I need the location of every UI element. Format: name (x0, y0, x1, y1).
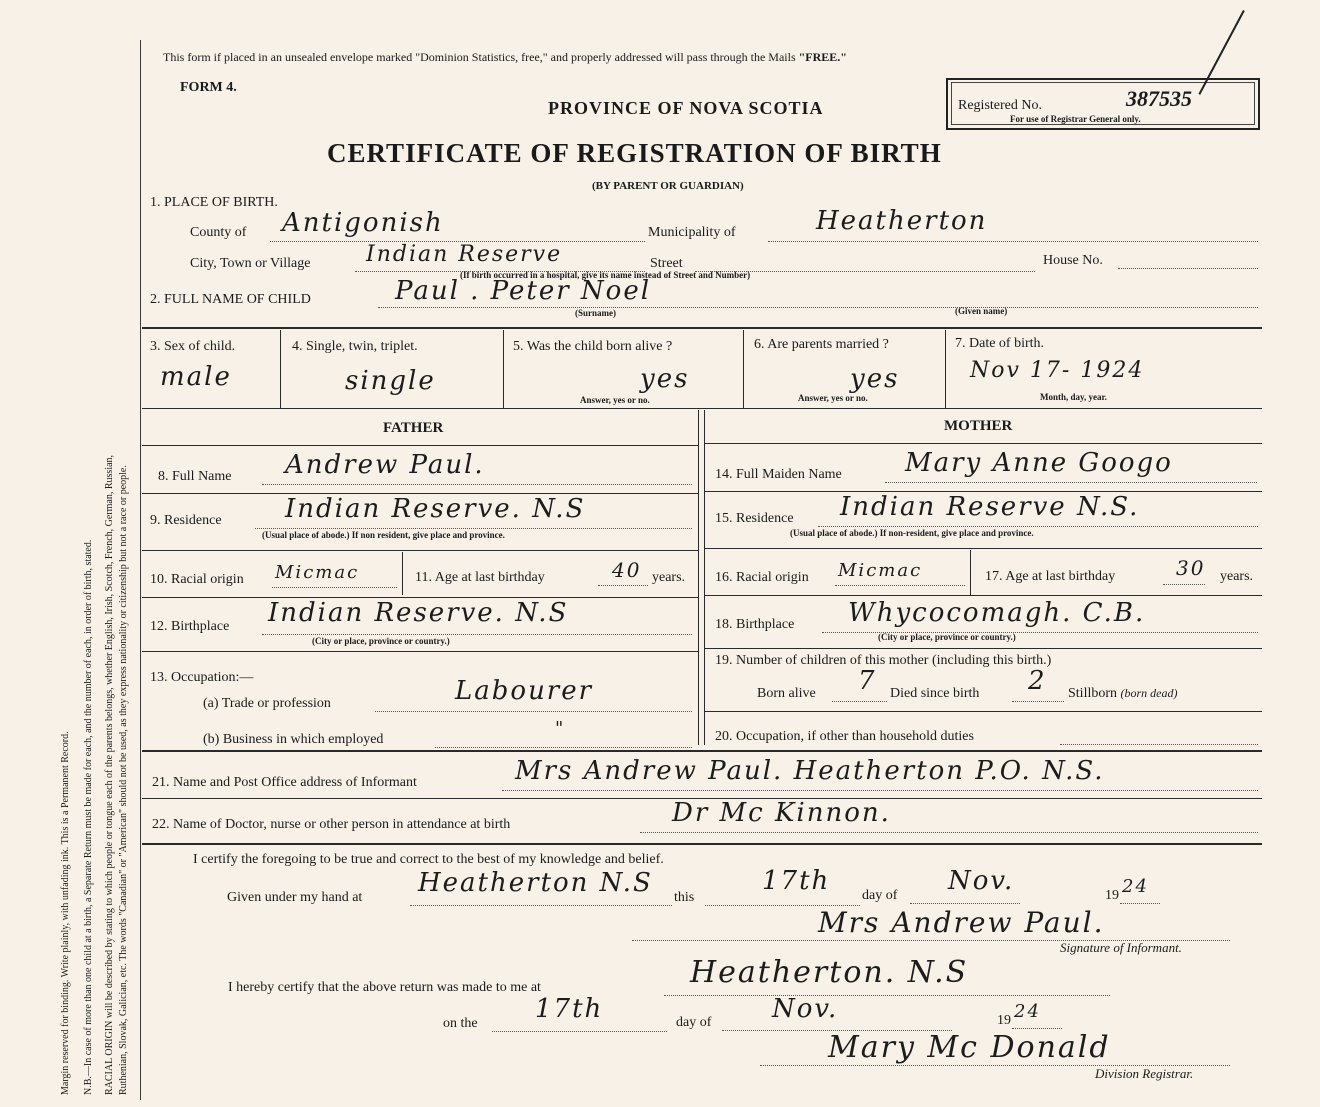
rule (704, 648, 1262, 649)
given-month-value: Nov. (948, 866, 1015, 896)
rule-bottom-row3 (142, 408, 1262, 409)
doctor-line (640, 832, 1258, 833)
divider (402, 552, 403, 595)
born-alive-line (832, 701, 887, 702)
rule (704, 443, 1262, 444)
signature-informant-label: Signature of Informant. (1060, 940, 1182, 955)
house-line (1118, 268, 1258, 269)
informant-label: 21. Name and Post Office address of Informant (152, 775, 417, 790)
mother-birthplace-label: 18. Birthplace (715, 617, 795, 632)
mother-name-value: Mary Anne Googo (905, 448, 1173, 478)
mother-name-label: 14. Full Maiden Name (715, 467, 842, 482)
province-title: PROVINCE OF NOVA SCOTIA (548, 98, 824, 118)
mother-heading: MOTHER (944, 418, 1013, 434)
sex-value: male (160, 362, 232, 392)
divider (503, 330, 504, 408)
given-name-note: (Given name) (955, 306, 1008, 316)
informant-signature: Mrs Andrew Paul. (818, 906, 1105, 939)
father-name-value: Andrew Paul. (285, 450, 485, 480)
given-year-suffix: 24 (1122, 876, 1149, 897)
house-label: House No. (1043, 253, 1103, 268)
trade-line (375, 711, 692, 712)
dob-value: Nov 17- 1924 (970, 358, 1145, 383)
mother-racial-label: 16. Racial origin (715, 570, 809, 585)
municipality-line (768, 241, 1258, 242)
mother-occupation-label: 20. Occupation, if other than household duties (715, 729, 974, 744)
given-month-line (910, 903, 1020, 904)
child-name-value: Paul . Peter Noel (395, 276, 652, 306)
mother-name-line (885, 482, 1257, 483)
margin-note-2: N.B.—In case of more than one child at a birth, a Separate Return must be made for each, and the number of each, in order of birth, stated. (83, 539, 94, 1095)
mother-birthplace-note: (City or place, province or country.) (878, 632, 1016, 642)
registrar-place-value: Heatherton. N.S (690, 955, 969, 990)
registrar-statement: I hereby certify that the above return was made to me at (228, 980, 541, 995)
divider (280, 330, 281, 408)
city-value: Indian Reserve (366, 242, 563, 267)
mother-residence-value: Indian Reserve N.S. (840, 492, 1140, 522)
reg-day-value: 17th (535, 994, 604, 1024)
rule (142, 750, 1262, 752)
father-residence-value: Indian Reserve. N.S (285, 494, 586, 524)
municipality-value: Heatherton (816, 206, 988, 236)
page-title: CERTIFICATE OF REGISTRATION OF BIRTH (327, 138, 942, 168)
business-line (435, 747, 692, 748)
rule (704, 711, 1262, 712)
division-registrar-label: Division Registrar. (1095, 1066, 1194, 1081)
this-label: this (674, 890, 695, 905)
father-racial-value: Micmac (275, 562, 360, 583)
business-value: " (555, 718, 566, 739)
day-of-label: day of (862, 888, 898, 903)
column-divider (704, 410, 705, 745)
divider (743, 330, 744, 408)
mother-age-line (1163, 584, 1205, 585)
dob-label: 7. Date of birth. (955, 336, 1045, 351)
father-birthplace-note: (City or place, province or country.) (312, 636, 450, 646)
surname-note: (Surname) (575, 308, 616, 318)
rule-top-row3 (142, 327, 1262, 329)
alive-value: yes (640, 364, 690, 394)
father-residence-line (255, 528, 692, 529)
child-name-label: 2. FULL NAME OF CHILD (150, 292, 311, 307)
business-label: (b) Business in which employed (203, 732, 384, 747)
street-label: Street (650, 256, 683, 271)
father-heading: FATHER (383, 420, 444, 436)
reg-year-suffix: 24 (1014, 1001, 1041, 1022)
mother-residence-note: (Usual place of abode.) If non-resident, give place and province. (790, 528, 1034, 538)
margin-note-4: Ruthenian, Slovak, Galician, etc. The words "Canadian" or "American" should not be used, as they express nationality or citizenship but not a race or people. (118, 465, 129, 1095)
reg-year-line (1012, 1028, 1062, 1029)
died-label: Died since birth (890, 686, 980, 701)
father-age-unit: years. (652, 570, 686, 585)
registered-label: Registered No. (958, 98, 1042, 113)
father-occupation-label: 13. Occupation:— (150, 670, 254, 685)
rule (142, 843, 1262, 845)
registered-number: 387535 (1126, 86, 1192, 111)
registrar-place-line (664, 995, 1110, 996)
died-line (1012, 701, 1064, 702)
informant-line (502, 790, 1258, 791)
hospital-note: (If birth occurred in a hospital, give its name instead of Street and Number) (460, 270, 751, 280)
county-value: Antigonish (282, 208, 444, 238)
rule (142, 445, 698, 446)
rule (142, 550, 698, 551)
reg-month-value: Nov. (772, 994, 839, 1024)
father-birthplace-label: 12. Birthplace (150, 619, 230, 634)
dob-note: Month, day, year. (1040, 392, 1107, 402)
trade-value: Labourer (455, 676, 594, 706)
plurality-label: 4. Single, twin, triplet. (292, 339, 418, 354)
alive-note: Answer, yes or no. (580, 395, 650, 405)
rule (704, 548, 1262, 549)
given-place-line (410, 905, 672, 906)
divider (970, 550, 971, 595)
stillborn-label: Stillborn (born dead) (1068, 686, 1178, 701)
child-name-line (378, 307, 1258, 308)
father-racial-line (272, 587, 397, 588)
margin-note-3: RACIAL ORIGIN will be described by stating to which people or tongue each of the parents belongs, whether English, Irish, Scotch, French, German, Russian, (104, 454, 115, 1095)
margin-note-1: Margin reserved for binding. Write plainly, with unfading ink. This is a Permanent Record. (60, 731, 71, 1095)
postal-note: This form if placed in an unsealed envelope marked "Dominion Statistics, free," and properly addressed will pass through the Mails "FREE." (163, 50, 847, 64)
born-alive-value: 7 (858, 666, 877, 696)
father-name-label: 8. Full Name (158, 469, 232, 484)
on-the-label: on the (443, 1016, 478, 1031)
page-subtitle: (BY PARENT OR GUARDIAN) (592, 180, 744, 192)
municipality-label: Municipality of (648, 225, 736, 240)
doctor-label: 22. Name of Doctor, nurse or other person in attendance at birth (152, 817, 511, 832)
mother-racial-line (835, 585, 965, 586)
mother-occupation-line (1060, 744, 1258, 745)
given-year-prefix: 19 (1105, 888, 1119, 903)
column-divider (698, 410, 699, 745)
given-day-value: 17th (762, 866, 831, 896)
registered-box (946, 78, 1260, 130)
mother-residence-label: 15. Residence (715, 511, 794, 526)
doctor-value: Dr Mc Kinnon. (672, 798, 891, 828)
plurality-value: single (345, 366, 436, 396)
alive-label: 5. Was the child born alive ? (513, 339, 673, 354)
sex-label: 3. Sex of child. (150, 339, 236, 354)
born-alive-label: Born alive (757, 686, 816, 701)
place-of-birth-label: 1. PLACE OF BIRTH. (150, 195, 278, 210)
reg-day-line (492, 1031, 667, 1032)
given-year-line (1120, 903, 1160, 904)
county-label: County of (190, 225, 247, 240)
children-label: 19. Number of children of this mother (including this birth.) (715, 653, 1052, 668)
trade-label: (a) Trade or profession (203, 696, 331, 711)
father-racial-label: 10. Racial origin (150, 572, 244, 587)
mother-residence-line (818, 526, 1258, 527)
form-number: FORM 4. (180, 80, 237, 95)
married-label: 6. Are parents married ? (754, 337, 889, 352)
mother-racial-value: Micmac (838, 560, 923, 581)
reg-day-of-label: day of (676, 1015, 712, 1030)
divider (945, 330, 946, 408)
given-place-value: Heatherton N.S (418, 868, 653, 898)
registrar-note: For use of Registrar General only. (1010, 114, 1141, 124)
father-age-label: 11. Age at last birthday (415, 570, 545, 585)
registrar-signature: Mary Mc Donald (828, 1030, 1111, 1065)
binding-margin-line (140, 40, 141, 1100)
certify-statement: I certify the foregoing to be true and correct to the best of my knowledge and belief. (193, 852, 664, 867)
city-label: City, Town or Village (190, 256, 311, 271)
father-residence-label: 9. Residence (150, 513, 222, 528)
rule (704, 595, 1262, 596)
died-value: 2 (1028, 666, 1047, 696)
father-name-line (262, 484, 692, 485)
married-value: yes (850, 364, 900, 394)
father-birthplace-value: Indian Reserve. N.S (268, 598, 569, 628)
father-age-line (598, 585, 648, 586)
mother-age-unit: years. (1220, 569, 1254, 584)
father-age-value: 40 (612, 558, 642, 582)
given-label: Given under my hand at (227, 890, 363, 905)
reg-year-prefix: 19 (997, 1013, 1011, 1028)
mother-age-label: 17. Age at last birthday (985, 569, 1116, 584)
married-note: Answer, yes or no. (798, 393, 868, 403)
mother-birthplace-value: Whycocomagh. C.B. (848, 598, 1146, 628)
mother-age-value: 30 (1176, 556, 1206, 580)
informant-value: Mrs Andrew Paul. Heatherton P.O. N.S. (515, 756, 1105, 786)
rule (142, 651, 698, 652)
father-residence-note: (Usual place of abode.) If non resident, give place and province. (262, 530, 505, 540)
father-birthplace-line (262, 634, 692, 635)
